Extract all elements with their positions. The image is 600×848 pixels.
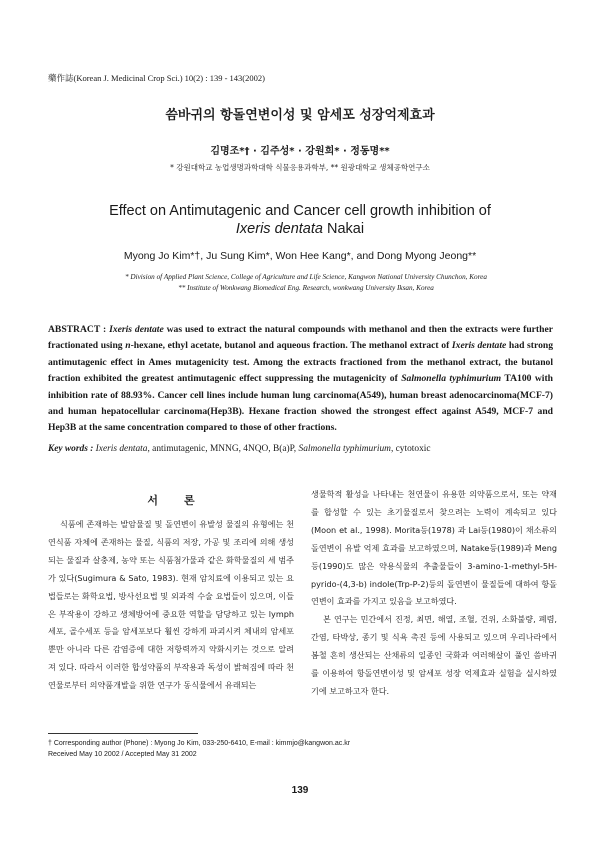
english-title-line1: Effect on Antimutagenic and Cancer cell growth inhibition of xyxy=(109,203,491,219)
abstract-hexane-prefix: n xyxy=(125,340,131,352)
abstract xyxy=(48,322,553,437)
footnotes xyxy=(48,738,350,760)
abstract-label: ABSTRACT : xyxy=(48,324,107,335)
received-accepted-note: Received May 10 2002 / Accepted May 31 2002 xyxy=(48,751,197,758)
english-title-author-suffix: Nakai xyxy=(322,221,365,237)
english-affiliations xyxy=(56,272,556,294)
korean-authors: 김명조*† · 김주성* · 강원희* · 정동명** xyxy=(210,146,390,157)
section-heading-introduction: 서론 xyxy=(147,494,221,507)
abstract-species-2: Ixeris dentate xyxy=(451,340,507,352)
english-title-species: Ixeris dentata xyxy=(235,221,323,237)
journal-citation: 藥作誌(Korean J. Medicinal Crop Sci.) 10(2) : 139 - 143(2002) xyxy=(48,73,265,83)
english-title-line2 xyxy=(0,220,600,238)
english-affiliation-2: ** Institute of Wonkwang Biomedical Eng. Research, wonkwang University Iksan, Korea xyxy=(178,284,434,292)
abstract-text-1: was used to extract the natural compounds with methanol and then the extracts were further fractionated using xyxy=(48,324,553,352)
english-authors: Myong Jo Kim*†, Ju Sung Kim*, Won Hee Kang*, and Dong Myong Jeong** xyxy=(123,250,477,262)
keywords-label: Key words : xyxy=(48,444,94,454)
abstract-species-1: Ixeris dentate xyxy=(109,324,164,335)
page-number: 139 xyxy=(291,785,309,796)
abstract-text-3: had strong antimutagenic effect in Ames mutagenicity test. Among the extracts fractioned from the methanol extract, the butanol fraction exhibited the greatest antimutagenic effect suppressing the mutagenicity of xyxy=(48,340,553,385)
intro-paragraph-2: 생물학적 활성을 나타내는 천연물이 유용한 의약품으로서, 또는 약재를 합성할 수 있는 초기물질로서 찾으려는 노력이 계속되고 있다(Moon et al., 1998). Morita등(1978) 과 Lai등(1980)이 채소류의 돌연변이 유발 억제 효과를 보고하였으며, Natake등(1989)과 Meng등(1990)도 많은 약용식물의 추출물들이 3-amino-1-methyl-5H-pyrido-(4,3-b) indole(Trp-P-2)등의 돌연변이 물질들에 대하여 항돌연변이 효과를 가지고 있음을 보고하였다. xyxy=(311,489,557,607)
abstract-text-4: TA100 with inhibition rate of 88.93%. Cancer cell lines include human lung carcinoma(A549), human breast adenocarcinoma(MCF-7) and human hepatocellular carcinoma(Hep3B). Hexane fraction showed the strongest effect against A549, MCF-7 and Hep3B at the same concentration compared to those of other fractions. xyxy=(48,373,553,434)
korean-affiliation: * 강원대학교 농업생명과학대학 식물응용과학부, ** 원광대학교 생체공학연구소 xyxy=(170,163,430,172)
english-affiliation-1: * Division of Applied Plant Science, College of Agriculture and Life Science, Kangwon National University Chunchon, Korea xyxy=(125,273,487,281)
keyword-bacterium: Salmonella typhimurium xyxy=(298,444,391,454)
corresponding-author-note: † Corresponding author (Phone) : Myong Jo Kim, 033-250-6410, E-mail : kimmjo@kangwon.ac.kr xyxy=(48,740,351,747)
korean-title: 씀바귀의 항돌연변이성 및 암세포 성장억제효과 xyxy=(165,108,435,123)
abstract-bacterium: Salmonella typhimurium xyxy=(401,373,502,385)
english-title xyxy=(0,202,600,238)
intro-paragraph-1: 식품에 존재하는 발암물질 및 돌연변이 유발성 물질의 유형에는 천연식품 자체에 존재하는 물질, 식품의 저장, 가공 및 조리에 의해 생성되는 물질과 살충제, 농약 또는 식품첨가물과 같은 화학물질의 세 범주가 있다(Sugimura & Sato, 1983). 현재 암치료에 이용되고 있는 요법들로는 화학요법, 방사선요법 및 외과적 수술 요법들이 있으며, 이들은 부작용이 강하고 생체방어에 중요한 역할을 담당하고 있는 lymph세포, 골수세포 등을 암세포보다 훨씬 강하게 파괴시켜 체내의 암세포 뿐만 아니라 다른 감염증에 대한 저항력까지 약화시키는 것으로 알려져 있다. 따라서 이러한 합성약품의 부작용과 독성이 밝혀짐에 따라 천연물로부터 의약품개발을 위한 연구가 동식물에서 유래되는 xyxy=(48,519,294,691)
keywords-middle: , antimutagenic, MNNG, 4NQO, B(a)P, xyxy=(147,444,299,454)
intro-left-column xyxy=(48,486,294,695)
intro-paragraph-3: 본 연구는 민간에서 진정, 최면, 해열, 조혈, 건위, 소화불량, 폐렴, 간염, 타박상, 종기 및 식욕 촉진 등에 사용되고 있으며 우리나라에서 봄철 흔히 생산되는 산채류의 일종인 국화과 여러해살이 풀인 씀바귀를 이용하여 항돌연변이성 및 암세포 성장 억제효과 실험을 실시하였기에 보고하고자 한다. xyxy=(311,614,557,696)
keyword-species: Ixeris dentata xyxy=(95,444,148,454)
keywords xyxy=(48,444,553,454)
intro-right-column xyxy=(311,486,557,701)
keywords-end: , cytotoxic xyxy=(390,444,431,454)
abstract-text-2: -hexane, ethyl acetate, butanol and aqueous fraction. The methanol extract of xyxy=(130,340,452,352)
footnote-divider xyxy=(48,733,198,734)
